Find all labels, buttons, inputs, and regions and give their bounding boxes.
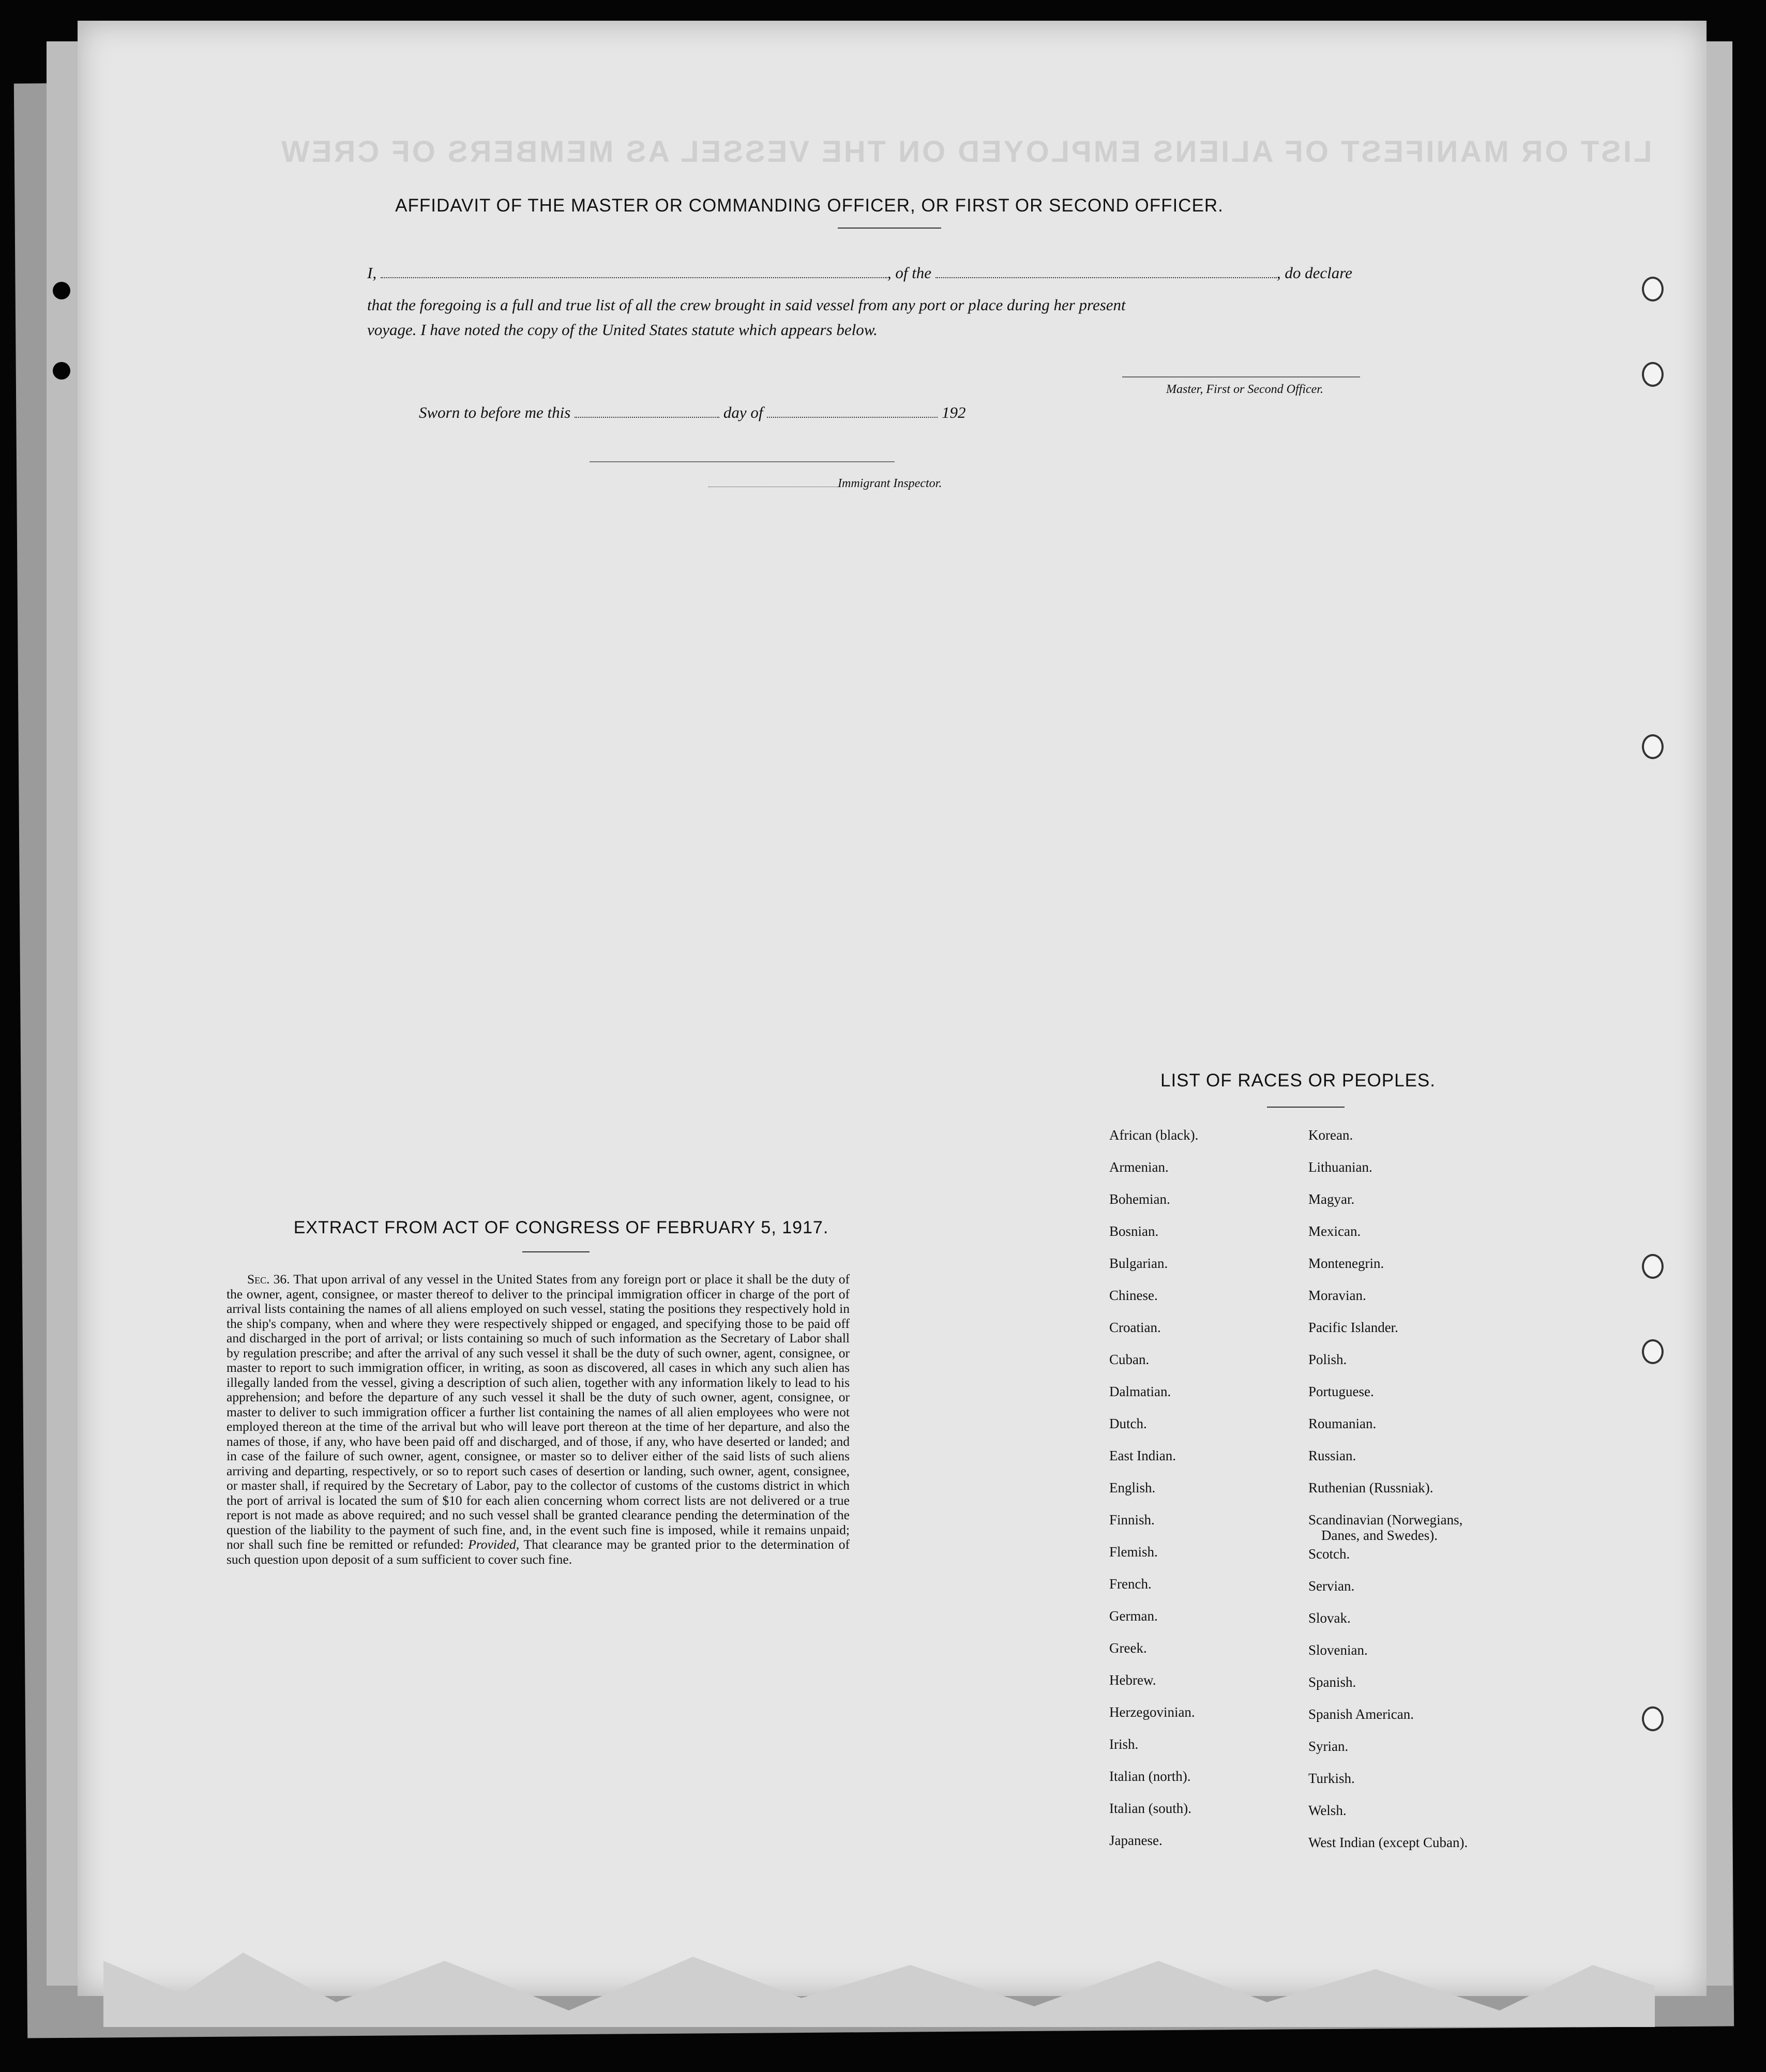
races-list <box>1109 1127 1502 1862</box>
race-right: Spanish. <box>1308 1674 1356 1690</box>
races-rule <box>1267 1107 1345 1108</box>
race-left: French. <box>1109 1576 1152 1592</box>
race-right: Magyar. <box>1308 1191 1355 1207</box>
race-left: English. <box>1109 1480 1156 1495</box>
vessel-blank[interactable] <box>935 277 1277 278</box>
day-blank[interactable] <box>575 417 719 418</box>
provided-label: Provided, <box>468 1537 520 1552</box>
do-declare-label: , do declare <box>1276 264 1352 282</box>
race-right: Ruthenian (Russniak). <box>1308 1480 1433 1495</box>
race-left: Finnish. <box>1109 1512 1155 1527</box>
race-right: Scandinavian (Norwegians, <box>1308 1512 1463 1527</box>
master-caption: Master, First or Second Officer. <box>1166 383 1323 396</box>
inspector-signature-line[interactable] <box>590 461 895 462</box>
month-blank[interactable] <box>767 417 938 418</box>
extract-title: EXTRACT FROM ACT OF CONGRESS OF FEBRUARY 5, 1917. <box>293 1218 829 1237</box>
race-right: Welsh. <box>1308 1803 1347 1818</box>
race-right: Syrian. <box>1308 1738 1349 1754</box>
race-right: Polish. <box>1308 1352 1347 1367</box>
race-right: Spanish American. <box>1308 1706 1414 1722</box>
race-left: Dutch. <box>1109 1416 1147 1431</box>
race-right: Slovenian. <box>1308 1642 1368 1658</box>
race-right: Russian. <box>1308 1448 1356 1463</box>
race-left: Greek. <box>1109 1640 1147 1656</box>
race-left: Bohemian. <box>1109 1191 1170 1207</box>
races-title: LIST OF RACES OR PEOPLES. <box>1160 1070 1436 1091</box>
race-left: Italian (north). <box>1109 1768 1191 1784</box>
race-left: German. <box>1109 1608 1158 1624</box>
signature-line[interactable] <box>1122 376 1360 377</box>
bleed-through-heading: LIST OR MANIFEST OF ALIENS EMPLOYED ON THE VESSEL AS MEMBERS OF CREW <box>279 135 1652 169</box>
race-right: Portuguese. <box>1308 1384 1374 1399</box>
punch-hole-right <box>1642 362 1664 387</box>
title-rule <box>838 228 941 229</box>
sworn-line <box>419 403 965 422</box>
extract-text <box>227 1272 850 1567</box>
race-left: Cuban. <box>1109 1352 1150 1367</box>
race-right-continuation: Danes, and Swedes). <box>1321 1527 1438 1543</box>
race-right: Lithuanian. <box>1308 1159 1372 1175</box>
race-right: Montenegrin. <box>1308 1256 1384 1271</box>
race-right: Roumanian. <box>1308 1416 1377 1431</box>
section-text-part2: That clearance may be granted prior to the determination of such question upon deposit of a sum sufficient to cover such fine. <box>227 1537 850 1567</box>
punch-hole-right <box>1642 277 1664 301</box>
race-left: Croatian. <box>1109 1320 1161 1335</box>
day-of-label: day of <box>723 403 763 421</box>
section-text-part1: That upon arrival of any vessel in the United States from any foreign port or place it shall be the duty of the owner, agent, consignee, or master thereof to deliver to the principal immigration officer in charge of the port of arrival lists containing the names of all aliens employed on such vessel, stating the positions they respectively hold in the ship's company, when and where they were respectively shipped or engaged, and specifying those to be paid off and discharged in the port of arrival; or lists containing so much of such information as the Secretary of Labor shall by regulation prescribe; and after the arrival of any such vessel it shall be the duty of such owner, agent, consignee, or master to report to such immigration officer, in writing, as soon as discovered, all cases in which any such alien has illegally landed from the vessel, giving a description of such alien, together with any information likely to lead to his apprehension; and before the departure of any such vessel it shall be the duty of such owner, agent, consignee, or master to deliver to such immigration officer a further list containing the names of all alien employees who were not employed thereon at the time of the arrival but who will leave port thereon at the time of her departure, and also the names of those, if any, who have been paid off and discharged, and of those, if any, who have deserted or landed; and in case of the failure of such owner, agent, consignee, or master so to deliver either of the said lists of such aliens arriving and departing, respectively, or so to report such cases of desertion or landing, such owner, agent, consignee, or master shall, if required by the Secretary of Labor, pay to the collector of customs of the customs district in which the port of arrival is located the sum of $10 for each alien concerning whom correct lists are not delivered or a true report is not made as above required; and no such vessel shall be granted clearance pending the determination of the question of the liability to the payment of such fine, and, in the event such fine is imposed, while it remains unpaid; nor shall such fine be remitted or refunded: <box>227 1272 850 1552</box>
race-right: Moravian. <box>1308 1288 1366 1303</box>
race-left: Chinese. <box>1109 1288 1158 1303</box>
race-left: African (black). <box>1109 1127 1199 1143</box>
sworn-prefix: Sworn to before me this <box>419 403 571 421</box>
binder-hole-left <box>53 282 70 299</box>
race-left: Armenian. <box>1109 1159 1169 1175</box>
race-left: Bulgarian. <box>1109 1256 1168 1271</box>
race-left: Italian (south). <box>1109 1801 1191 1816</box>
punch-hole-right <box>1642 734 1664 759</box>
declaration-line <box>367 264 1401 282</box>
race-left: Flemish. <box>1109 1544 1158 1560</box>
race-left: Japanese. <box>1109 1833 1163 1848</box>
section-label: Sec. 36. <box>247 1272 290 1287</box>
race-left: East Indian. <box>1109 1448 1176 1463</box>
race-right: Slovak. <box>1308 1610 1351 1626</box>
affidavit-title: AFFIDAVIT OF THE MASTER OR COMMANDING OFFICER, OR FIRST OR SECOND OFFICER. <box>395 195 1224 216</box>
race-right: Pacific Islander. <box>1308 1320 1398 1335</box>
of-the-label: , of the <box>887 264 932 282</box>
affidavit-body-line1: that the foregoing is a full and true list of all the crew brought in said vessel from any port or place during her present <box>367 296 1126 314</box>
punch-hole-right <box>1642 1254 1664 1279</box>
year-prefix: 192 <box>941 403 966 421</box>
race-left: Hebrew. <box>1109 1672 1156 1688</box>
punch-hole-right <box>1642 1706 1664 1731</box>
binder-hole-left <box>53 362 70 380</box>
race-right: West Indian (except Cuban). <box>1308 1835 1468 1850</box>
race-right: Servian. <box>1308 1578 1355 1594</box>
inspector-caption: Immigrant Inspector. <box>838 477 942 490</box>
race-left: Dalmatian. <box>1109 1384 1171 1399</box>
race-right: Turkish. <box>1308 1771 1355 1786</box>
race-right: Korean. <box>1308 1127 1353 1143</box>
inspector-caption-line <box>708 477 942 491</box>
punch-hole-right <box>1642 1339 1664 1364</box>
race-right: Mexican. <box>1308 1223 1361 1239</box>
extract-rule <box>522 1251 590 1252</box>
race-right: Scotch. <box>1308 1546 1350 1562</box>
race-left: Bosnian. <box>1109 1223 1159 1239</box>
i-label: I, <box>367 264 377 282</box>
name-blank[interactable] <box>381 277 887 278</box>
affidavit-body-line2: voyage. I have noted the copy of the United States statute which appears below. <box>367 321 878 339</box>
race-left: Irish. <box>1109 1736 1139 1752</box>
race-left: Herzegovinian. <box>1109 1704 1195 1720</box>
